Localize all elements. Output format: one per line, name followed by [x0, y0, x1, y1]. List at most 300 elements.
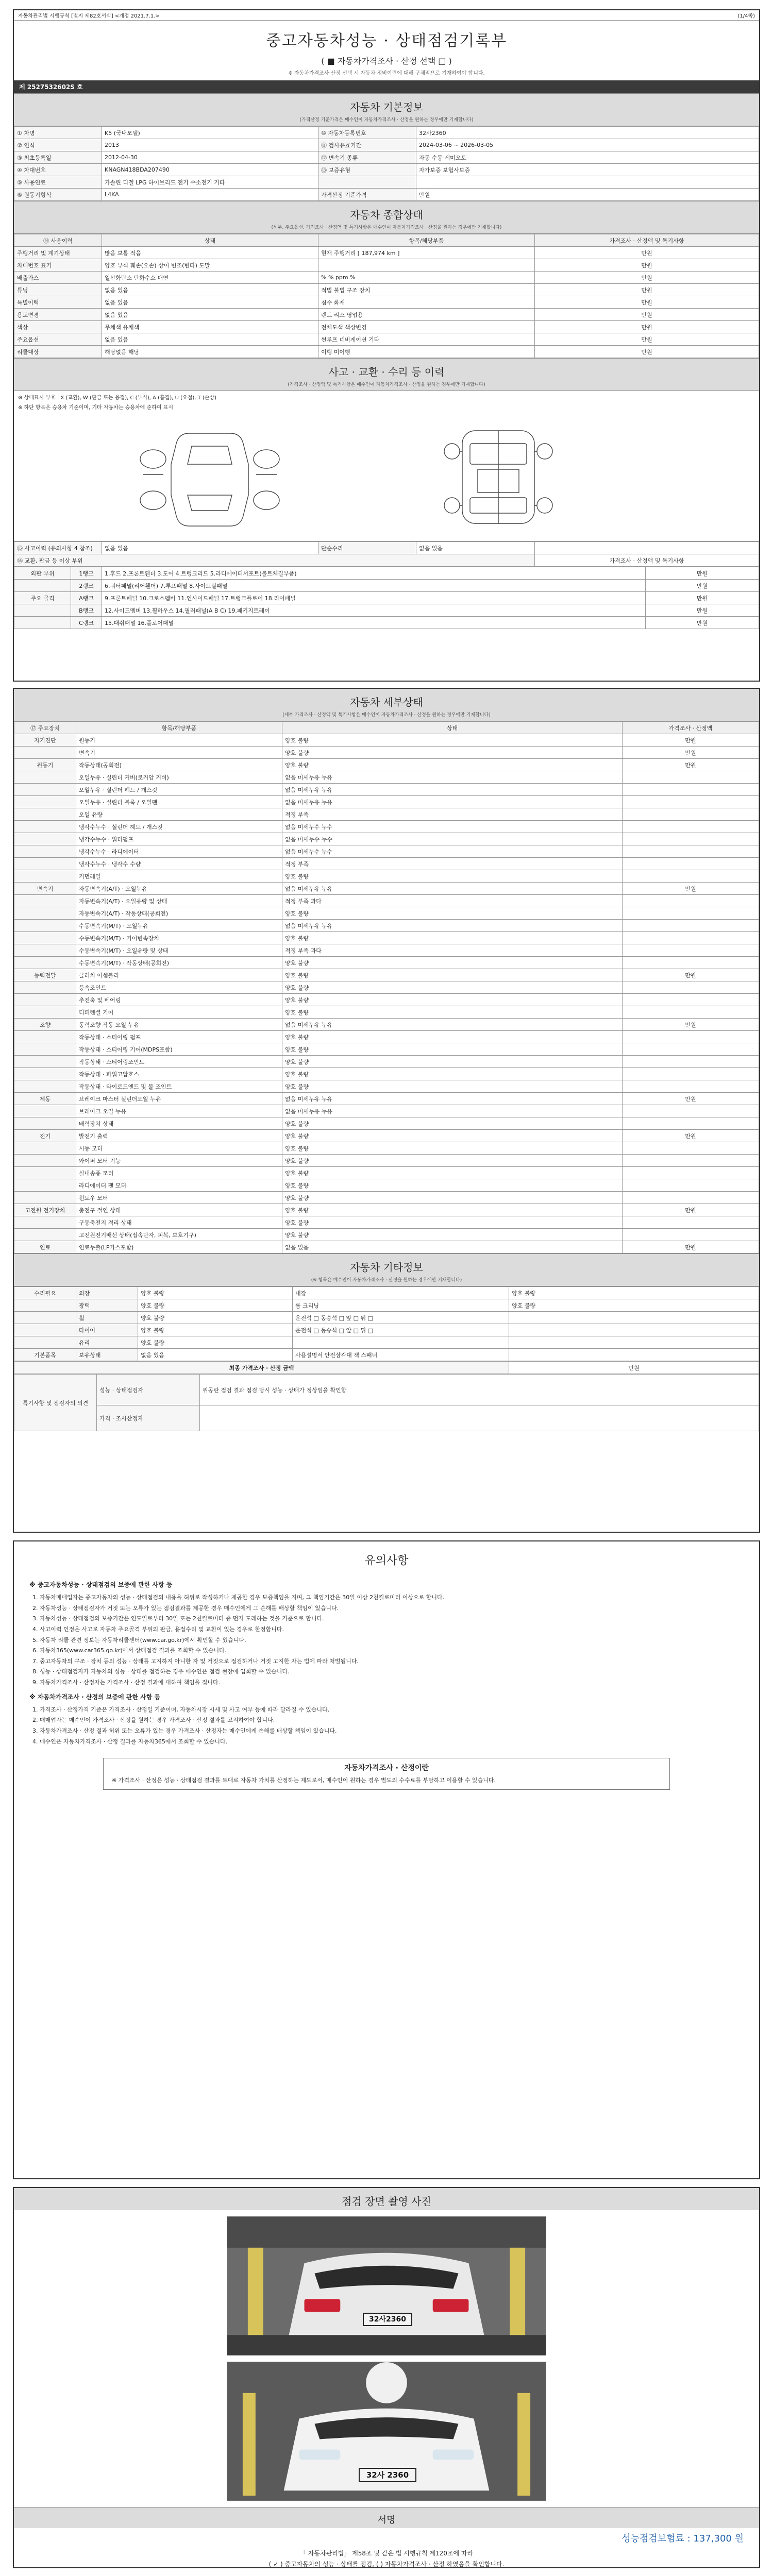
overall-row: [14, 309, 759, 321]
detail-item: 냉각수누수 · 워터펌프: [76, 833, 282, 845]
detail-row: [14, 957, 759, 969]
detail-group: [14, 1192, 76, 1204]
detail-price: [623, 1068, 759, 1080]
other-group: 기본품목: [14, 1349, 76, 1361]
detail-header-1: ⑰ 주요장치: [14, 722, 76, 734]
detail-price: 만원: [623, 883, 759, 895]
detail-row: [14, 883, 759, 895]
appraisal-box-title: 자동차가격조사 · 산정이란: [344, 1764, 429, 1773]
notice-heading-1: ※ 중고자동차성능 · 상태점검의 보증에 관한 사항 등: [29, 1581, 173, 1588]
detail-row: [14, 1006, 759, 1019]
detail-status: 없음 미세누수 누수: [282, 845, 623, 858]
other-item: 광택: [76, 1299, 138, 1312]
detail-row: [14, 1068, 759, 1080]
overall-detail: 적법 불법 구조 장치: [318, 284, 535, 296]
detail-status: 양호 불량: [282, 1056, 623, 1068]
detail-price: [623, 1192, 759, 1204]
accident-legend: ※ 상태표시 부호 : X (교환), W (판금 또는 용접), C (부식), A (흠집), U (요철), T (손상): [18, 395, 217, 401]
detail-item: 라디에이터 팬 모터: [76, 1179, 282, 1192]
detail-group: [14, 796, 76, 808]
accident-note: (가격조사 · 산정액 및 특기사항은 매수인이 자동차가격조사 · 산정을 원하는 경우에만 기재합니다): [14, 381, 759, 391]
notice-heading-2: ※ 자동차가격조사 · 산정의 보증에 관한 사항 등: [29, 1693, 161, 1701]
detail-group: 전기: [14, 1130, 76, 1142]
other-title: 자동차 기타정보: [14, 1253, 759, 1276]
accident-rank: C랭크: [71, 617, 102, 629]
overall-row: [14, 321, 759, 333]
detail-status: 적정 부족: [282, 858, 623, 870]
other-item-2: 룸 크리닝: [293, 1299, 509, 1312]
notice-item: 1. 가격조사 · 산정가격 기준은 가격조사 · 산정일 기준이며, 자동차시장 시세 및 사고 여부 등에 따라 달라질 수 있습니다.: [40, 1705, 744, 1715]
notice-item: 2. 자동차성능 · 상태점검자가 거짓 또는 오류가 있는 점검결과를 제공한 경우 매수인에게 그 손해를 배상할 책임이 있습니다.: [40, 1604, 744, 1613]
detail-row: [14, 771, 759, 784]
accident-group-label: [14, 617, 71, 629]
detail-item: 고전원전기배선 상태(접속단자, 피복, 보호기구): [76, 1229, 282, 1241]
overall-price: 만원: [535, 284, 759, 296]
page-2: [13, 688, 760, 1533]
detail-item: 브레이크 마스터 실린더오일 누유: [76, 1093, 282, 1105]
other-status: 양호 불량: [138, 1336, 293, 1349]
accident-rank: 2랭크: [71, 580, 102, 592]
detail-status: 없음 미세누유 누유: [282, 1019, 623, 1031]
overall-title: 자동차 종합상태: [14, 201, 759, 224]
detail-row: [14, 1117, 759, 1130]
detail-item: 충전구 절연 상태: [76, 1204, 282, 1216]
detail-row: [14, 1080, 759, 1093]
detail-row: [14, 747, 759, 759]
other-group: [14, 1324, 76, 1336]
notice-list-1: [29, 1593, 744, 1687]
detail-price: [623, 944, 759, 957]
overall-status: 많음 보통 적음: [102, 247, 318, 259]
detail-price: [623, 1155, 759, 1167]
detail-status: 양호 불량: [282, 1216, 623, 1229]
other-item: 휠: [76, 1312, 138, 1324]
detail-status: 양호 불량: [282, 1167, 623, 1179]
detail-row: [14, 981, 759, 994]
detail-item: 실내송풍 모터: [76, 1167, 282, 1179]
other-item: 타이어: [76, 1324, 138, 1336]
other-item-2: 운전석 □ 동승석 □ 앞 □ 뒤 □: [293, 1312, 509, 1324]
other-group: 수리필요: [14, 1287, 76, 1299]
detail-item: 변속기: [76, 747, 282, 759]
final-price-table: [14, 1361, 759, 1374]
accident-price: 만원: [646, 567, 759, 580]
overall-status: 없음 있음: [102, 284, 318, 296]
other-status-2: [509, 1336, 759, 1349]
basic-info-value: K5 (국내모델): [102, 127, 318, 139]
detail-group: [14, 858, 76, 870]
detail-row: [14, 1204, 759, 1216]
detail-group: 조향: [14, 1019, 76, 1031]
detail-item: 오일 유량: [76, 808, 282, 821]
detail-price: 만원: [623, 734, 759, 747]
detail-item: 발전기 출력: [76, 1130, 282, 1142]
detail-item: 냉각수누수 · 냉각수 수량: [76, 858, 282, 870]
detail-status: 없음 미세누수 누수: [282, 821, 623, 833]
inspector-label: 성능 · 상태점검자: [97, 1375, 200, 1405]
page-4: [13, 2187, 760, 2568]
overall-label: 주행거리 및 계기상태: [14, 247, 102, 259]
detail-item: 수동변속기(M/T) · 기어변속장치: [76, 932, 282, 944]
detail-item: 브레이크 오일 누유: [76, 1105, 282, 1117]
basic-info-row: [14, 127, 759, 139]
basic-info-row: [14, 176, 759, 189]
overall-header-1: ⑭ 사용이력: [14, 234, 102, 247]
detail-price: [623, 784, 759, 796]
other-item-2: 사용설명서 안전삼각대 잭 스패너: [293, 1349, 509, 1361]
overall-price: 만원: [535, 309, 759, 321]
detail-status: 양호 불량: [282, 907, 623, 920]
detail-row: [14, 1056, 759, 1068]
detail-status: 없음 미세누유 누유: [282, 796, 623, 808]
detail-price: [623, 808, 759, 821]
basic-info-label: ⑬ 보증유형: [318, 164, 416, 176]
detail-item: 추진축 및 베어링: [76, 994, 282, 1006]
basic-info-label: ⑫ 변속기 종류: [318, 151, 416, 164]
detail-item: 와이퍼 모터 기능: [76, 1155, 282, 1167]
detail-group: [14, 981, 76, 994]
overall-row: [14, 272, 759, 284]
detail-group: [14, 784, 76, 796]
other-row: [14, 1324, 759, 1336]
document-subnote: ※ 자동차가격조사·산정 선택 시 자동차 정비이력에 대해 구체적으로 기재하여야 합니다.: [288, 71, 485, 76]
detail-price: [623, 1031, 759, 1043]
detail-price: [623, 1006, 759, 1019]
detail-row: [14, 833, 759, 845]
accident-group-row: [14, 567, 759, 580]
overall-header-3: 항목/해당부품: [318, 234, 535, 247]
other-status: 없음 있음: [138, 1349, 293, 1361]
detail-row: [14, 808, 759, 821]
page-number: (1/4쪽): [737, 13, 755, 19]
basic-info-row: [14, 151, 759, 164]
inspection-photo-rear: [227, 2216, 546, 2355]
detail-group: [14, 845, 76, 858]
other-item-2: [293, 1336, 509, 1349]
notice-item: 4. 매수인은 자동차가격조사 · 산정 결과를 자동차365에서 조회할 수 있습니다.: [40, 1737, 744, 1747]
detail-price: [623, 870, 759, 883]
basic-info-value: 자가보증 보험사보증: [416, 164, 759, 176]
accident-rank: A랭크: [71, 592, 102, 604]
detail-item: 클러치 어셈블리: [76, 969, 282, 981]
detail-row: [14, 1031, 759, 1043]
overall-row: [14, 259, 759, 272]
overall-row: [14, 284, 759, 296]
detail-group: [14, 1056, 76, 1068]
detail-group: [14, 1229, 76, 1241]
detail-group: [14, 821, 76, 833]
appraisal-info-box: [103, 1758, 670, 1790]
license-plate-rear: 32사2360: [363, 2313, 412, 2326]
accident-legend-2: ※ 하단 항목은 승용차 기준이며, 기타 자동차는 승용차에 준하여 표시: [18, 405, 173, 411]
accident-group-row: [14, 592, 759, 604]
overall-row: [14, 333, 759, 346]
basic-info-value: KNAGN418BDA207490: [102, 164, 318, 176]
detail-row: [14, 870, 759, 883]
detail-price: [623, 1216, 759, 1229]
detail-price: [623, 895, 759, 907]
detail-price: [623, 981, 759, 994]
detail-status: 적정 부족 과다: [282, 944, 623, 957]
detail-status: 양호 불량: [282, 1192, 623, 1204]
overall-price: 만원: [535, 259, 759, 272]
page-3: [13, 1540, 760, 2179]
detail-item: 자동변속기(A/T) · 오일유량 및 상태: [76, 895, 282, 907]
overall-detail: 침수 화재: [318, 296, 535, 309]
basic-info-value: 2013: [102, 139, 318, 151]
accident-rank: 1랭크: [71, 567, 102, 580]
document-number: 제 2527532602S 호: [14, 80, 759, 93]
detail-header-3: 상태: [282, 722, 623, 734]
other-item-2: 내장: [293, 1287, 509, 1299]
detail-price: [623, 1179, 759, 1192]
overall-status: 무채색 유채색: [102, 321, 318, 333]
detail-group: [14, 957, 76, 969]
other-group: [14, 1336, 76, 1349]
detail-row: [14, 1229, 759, 1241]
notice-item: 9. 자동차가격조사 · 산정자는 가격조사 · 산정 결과에 대하여 책임을 집니다.: [40, 1678, 744, 1687]
detail-item: 냉각수누수 · 라디에이터: [76, 845, 282, 858]
detail-row: [14, 1179, 759, 1192]
detail-item: 냉각수누수 · 실린더 헤드 / 개스킷: [76, 821, 282, 833]
accident-group-row: [14, 604, 759, 617]
detail-price: 만원: [623, 1130, 759, 1142]
detail-price: [623, 771, 759, 784]
detail-table: [14, 721, 759, 1253]
final-price-unit: 만원: [509, 1362, 759, 1374]
document-title: 중고자동차성능 · 상태점검기록부: [265, 32, 508, 50]
detail-group: 원동기: [14, 759, 76, 771]
overall-status: 해당없음 해당: [102, 346, 318, 358]
photos-title: 점검 장면 촬영 사진: [14, 2188, 759, 2210]
final-price-label: 최종 가격조사 · 산정 금액: [14, 1362, 509, 1374]
detail-row: [14, 1130, 759, 1142]
notice-item: 4. 사고이력 인정은 사고로 자동차 주요골격 부위의 판금, 용접수리 및 교환이 있는 경우로 한정합니다.: [40, 1625, 744, 1634]
other-item-2: 운전석 □ 동승석 □ 앞 □ 뒤 □: [293, 1324, 509, 1336]
detail-price: [623, 1043, 759, 1056]
detail-price: [623, 932, 759, 944]
insurance-fee: 성능점검보험료 : 137,300 원: [621, 2533, 744, 2544]
overall-price: 만원: [535, 346, 759, 358]
overall-label: 배출가스: [14, 272, 102, 284]
overall-price: 만원: [535, 247, 759, 259]
detail-status: 없음 미세누유 누유: [282, 1093, 623, 1105]
overall-row: [14, 247, 759, 259]
form-reference: 자동차관리법 시행규칙 [별지 제82호서식] <개정 2021.7.1.>: [18, 13, 160, 19]
detail-price: 만원: [623, 1241, 759, 1253]
simple-repair-value: 없음 있음: [416, 542, 535, 554]
frame-row-label: ⑯ 교환, 판금 등 이상 부위: [14, 554, 535, 567]
detail-group: [14, 1142, 76, 1155]
special-notes-text: 위공란 점검 결과 점검 당시 성능 · 상태가 정상임을 확인함: [200, 1375, 759, 1405]
accident-title: 사고 · 교환 · 수리 등 이력: [14, 358, 759, 381]
overall-price: 만원: [535, 333, 759, 346]
notice-list-2: [29, 1705, 744, 1746]
other-status: 양호 불량: [138, 1287, 293, 1299]
basic-info-value: 2024-03-06 ~ 2026-03-05: [416, 139, 759, 151]
detail-row: [14, 1155, 759, 1167]
basic-info-label: ① 차명: [14, 127, 102, 139]
detail-price: [623, 858, 759, 870]
detail-group: [14, 1068, 76, 1080]
detail-group: [14, 1179, 76, 1192]
overall-detail: [318, 259, 535, 272]
basic-info-value: 만원: [416, 189, 759, 201]
other-row: [14, 1299, 759, 1312]
detail-item: 작동상태 · 타이로드엔드 및 볼 조인트: [76, 1080, 282, 1093]
other-item: 외장: [76, 1287, 138, 1299]
special-notes-table: [14, 1374, 759, 1431]
detail-status: 적정 부족: [282, 808, 623, 821]
detail-status: 양호 불량: [282, 969, 623, 981]
detail-header-2: 항목/해당부품: [76, 722, 282, 734]
other-row: [14, 1336, 759, 1349]
overall-detail: % % ppm %: [318, 272, 535, 284]
detail-status: 없음 미세누수 누수: [282, 833, 623, 845]
detail-status: 양호 불량: [282, 957, 623, 969]
detail-status: 양호 불량: [282, 1117, 623, 1130]
other-status-2: [509, 1324, 759, 1336]
detail-status: 양호 불량: [282, 1006, 623, 1019]
detail-row: [14, 969, 759, 981]
basic-info-row: [14, 189, 759, 201]
accident-group-label: 주요 골격: [14, 592, 71, 604]
detail-row: [14, 907, 759, 920]
frame-row-price-header: 가격조사 · 산정액 및 특기사항: [535, 554, 759, 567]
other-item: 유리: [76, 1336, 138, 1349]
overall-label: 주요옵션: [14, 333, 102, 346]
other-group: [14, 1312, 76, 1324]
car-diagram: [14, 413, 759, 541]
overall-detail: 현재 주행거리 [ 187,974 km ]: [318, 247, 535, 259]
accident-price: 만원: [646, 580, 759, 592]
basic-info-label: ③ 최초등록일: [14, 151, 102, 164]
accident-parts: 12.사이드멤버 13.휠하우스 14.필러패널(A B C) 19.패키지트레이: [102, 604, 646, 617]
overall-status: 일산화탄소 탄화수소 매연: [102, 272, 318, 284]
detail-status: 없음 미세누유 누유: [282, 883, 623, 895]
basic-info-value: [416, 176, 759, 189]
other-note: (※ 항목은 매수인이 자동차가격조사 · 산정을 원하는 경우에만 기재합니다): [14, 1276, 759, 1286]
detail-item: 커먼레일: [76, 870, 282, 883]
overall-label: 용도변경: [14, 309, 102, 321]
detail-row: [14, 1142, 759, 1155]
other-info-table: [14, 1286, 759, 1361]
detail-item: 오일누유 · 실린더 헤드 / 개스킷: [76, 784, 282, 796]
detail-item: 디퍼렌셜 기어: [76, 1006, 282, 1019]
detail-group: 동력전달: [14, 969, 76, 981]
detail-group: [14, 1006, 76, 1019]
accident-price: 만원: [646, 592, 759, 604]
detail-item: 배력장치 상태: [76, 1117, 282, 1130]
detail-row: [14, 821, 759, 833]
accident-history-value: 없음 있음: [102, 542, 318, 554]
other-row: [14, 1312, 759, 1324]
other-status: 양호 불량: [138, 1324, 293, 1336]
document-subtitle: ( ■ 자동차가격조사 · 산정 선택 □ ): [321, 56, 452, 66]
notice-item: 3. 자동차성능 · 상태점검의 보증기간은 인도일로부터 30일 또는 2천킬로미터 중 먼저 도래하는 것을 기준으로 합니다.: [40, 1614, 744, 1623]
detail-group: [14, 1080, 76, 1093]
detail-group: [14, 1216, 76, 1229]
inspection-photo-front: [227, 2362, 546, 2501]
detail-group: [14, 920, 76, 932]
detail-group: [14, 1167, 76, 1179]
detail-header-4: 가격조사 · 산정액: [623, 722, 759, 734]
detail-note: (세부 가격조사 · 산정액 및 특기사항은 매수인이 자동차가격조사 · 산정을 원하는 경우에만 기재합니다): [14, 711, 759, 721]
overall-note: (세부, 주요옵션, 가격조사 · 산정액 및 특기사항은 매수인이 자동차가격조사 · 산정을 원하는 경우에만 기재합니다): [14, 224, 759, 234]
detail-group: [14, 833, 76, 845]
overall-price: 만원: [535, 321, 759, 333]
detail-item: 수동변속기(M/T) · 오일누유: [76, 920, 282, 932]
detail-row: [14, 994, 759, 1006]
detail-status: 적정 부족 과다: [282, 895, 623, 907]
law-text-2: ( ✓ ) 중고자동차의 성능 · 상태를 점검, ( ) 자동차가격조사 · 산정 하였음을 확인합니다.: [268, 2561, 505, 2568]
notice-item: 5. 자동차 리콜 관련 정보는 자동차리콜센터(www.car.go.kr)에서 확인할 수 있습니다.: [40, 1636, 744, 1645]
detail-status: 양호 불량: [282, 870, 623, 883]
detail-row: [14, 796, 759, 808]
detail-group: [14, 994, 76, 1006]
detail-row: [14, 759, 759, 771]
accident-group-row: [14, 580, 759, 592]
law-text-1: 「 자동차관리법」 제58조 및 같은 법 시행규칙 제120조에 따라: [299, 2550, 474, 2557]
accident-group-label: [14, 604, 71, 617]
detail-status: 양호 불량: [282, 734, 623, 747]
notice-item: 6. 자동차365(www.car365.go.kr)에서 상태점검 결과를 조회할 수 있습니다.: [40, 1646, 744, 1655]
page-1: [13, 9, 760, 682]
detail-group: [14, 1117, 76, 1130]
detail-group: 자기진단: [14, 734, 76, 747]
detail-group: [14, 944, 76, 957]
overall-label: 차대번호 표기: [14, 259, 102, 272]
detail-status: 양호 불량: [282, 932, 623, 944]
detail-status: 양호 불량: [282, 1229, 623, 1241]
detail-status: 없음 미세누유 누유: [282, 1105, 623, 1117]
accident-parts: 6.쿼터패널(리어휀더) 7.루프패널 8.사이드실패널: [102, 580, 646, 592]
accident-rank: B랭크: [71, 604, 102, 617]
detail-item: 작동상태 · 스티어링조인트: [76, 1056, 282, 1068]
other-row: [14, 1287, 759, 1299]
notice-item: 7. 중고자동차의 구조 · 장치 등의 성능 · 상태를 고지하지 아니한 자 및 거짓으로 점검하거나 거짓 고지한 자는 법에 따라 처벌됩니다.: [40, 1657, 744, 1666]
detail-item: 작동상태 · 스티어링 펌프: [76, 1031, 282, 1043]
overall-row: [14, 296, 759, 309]
detail-row: [14, 1043, 759, 1056]
detail-item: 자동변속기(A/T) · 오일누유: [76, 883, 282, 895]
overall-status: 없음 있음: [102, 296, 318, 309]
other-status: 양호 불량: [138, 1299, 293, 1312]
detail-status: 양호 불량: [282, 981, 623, 994]
detail-price: [623, 957, 759, 969]
other-row: [14, 1349, 759, 1361]
notice-item: 2. 매매업자는 매수인이 가격조사 · 산정을 원하는 경우 가격조사 · 산정 결과를 고지하여야 합니다.: [40, 1716, 744, 1725]
overall-price: 만원: [535, 296, 759, 309]
detail-price: [623, 907, 759, 920]
detail-status: 양호 불량: [282, 1130, 623, 1142]
detail-row: [14, 845, 759, 858]
detail-price: [623, 920, 759, 932]
detail-row: [14, 932, 759, 944]
detail-status: 양호 불량: [282, 1080, 623, 1093]
detail-price: 만원: [623, 1204, 759, 1216]
car-outer-panel-diagram: [132, 423, 287, 531]
basic-info-label: [318, 176, 416, 189]
detail-price: 만원: [623, 747, 759, 759]
other-status-2: 양호 불량: [509, 1287, 759, 1299]
basic-info-label: ④ 차대번호: [14, 164, 102, 176]
detail-status: 없음 미세누유 누유: [282, 920, 623, 932]
accident-group-label: [14, 580, 71, 592]
detail-row: [14, 944, 759, 957]
overall-status: 없음 있음: [102, 309, 318, 321]
accident-price: 만원: [646, 617, 759, 629]
